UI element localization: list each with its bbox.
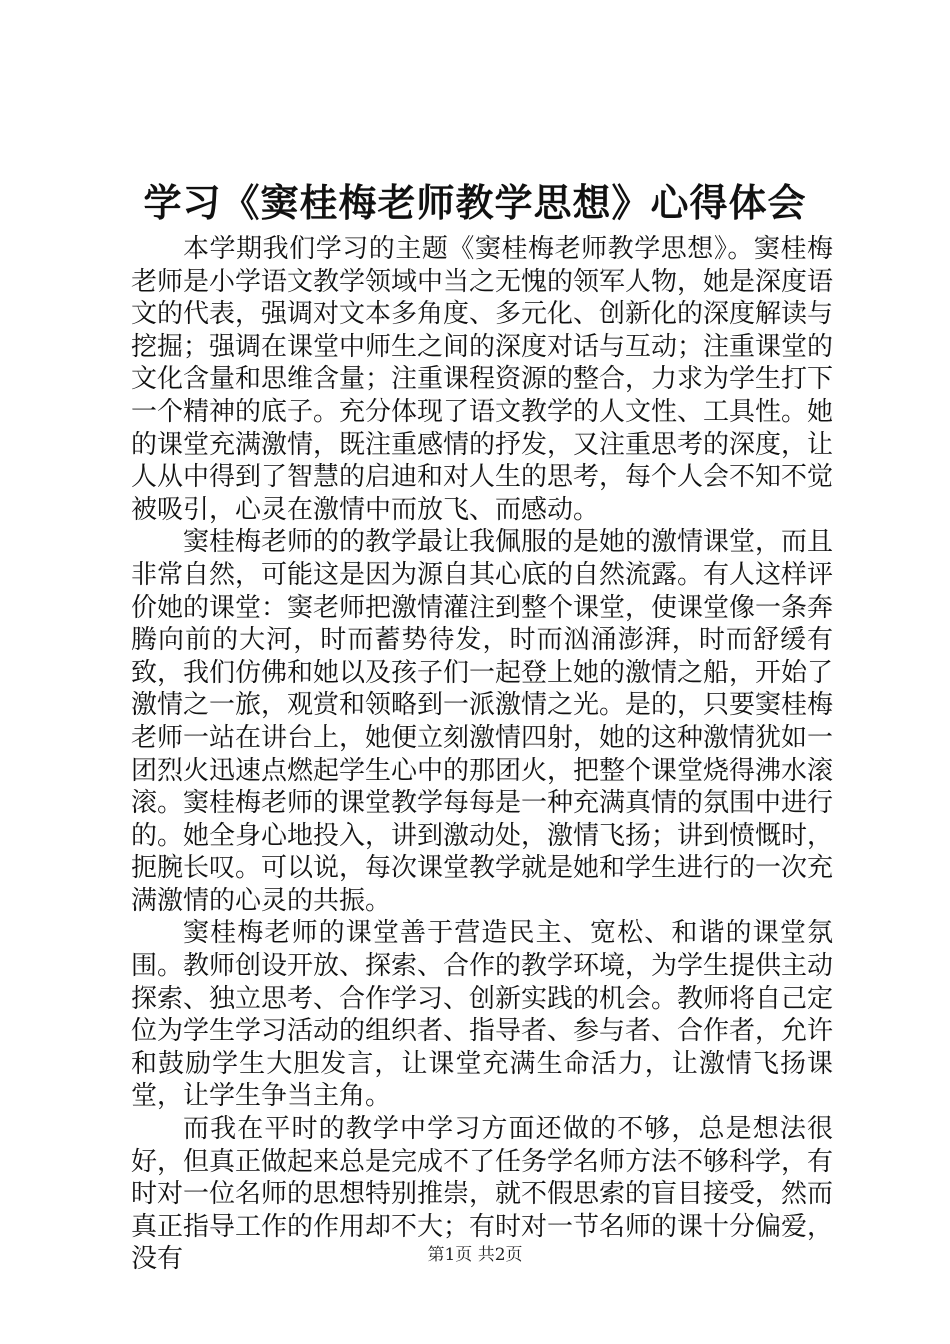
page-number-footer: 第1页 共2页 bbox=[427, 1245, 523, 1265]
document-body bbox=[131, 233, 833, 1276]
document-title: 学习《窦桂梅老师教学思想》心得体会 bbox=[143, 180, 807, 225]
paragraph-4: 而我在平时的教学中学习方面还做的不够，总是想法很好，但真正做起来总是完成不了任务学名师方法不够科学，有时对一位名师的思想特别推崇，就不假思索的盲目接受，然而真正指导工作的作用却不大；有时对一节名师的课十分偏爱，没有 bbox=[131, 1114, 834, 1275]
paragraph-1: 本学期我们学习的主题《窦桂梅老师教学思想》。窦桂梅老师是小学语文教学领域中当之无愧的领军人物，她是深度语文的代表，强调对文本多角度、多元化、创新化的深度解读与挖掘；强调在课堂中师生之间的深度对话与互动；注重课堂的文化含量和思维含量；注重课程资源的整合，力求为学生打下一个精神的底子。充分体现了语文教学的人文性、工具性。她的课堂充满激情，既注重感情的抒发，又注重思考的深度，让人从中得到了智慧的启迪和对人生的思考，每个人会不知不觉被吸引，心灵在激情中而放飞、而感动。 bbox=[131, 234, 834, 525]
paragraph-2: 窦桂梅老师的的教学最让我佩服的是她的激情课堂，而且非常自然，可能这是因为源自其心底的自然流露。有人这样评价她的课堂：窦老师把激情灌注到整个课堂，使课堂像一条奔腾向前的大河，时而蓄势待发，时而汹涌澎湃，时而舒缓有致，我们仿佛和她以及孩子们一起登上她的激情之船，开始了激情之一旅，观赏和领略到一派激情之光。是的，只要窦桂梅老师一站在讲台上，她便立刻激情四射，她的这种激情犹如一团烈火迅速点燃起学生心中的那团火，把整个课堂烧得沸水滚滚。窦桂梅老师的课堂教学每每是一种充满真情的氛围中进行的。她全身心地投入，讲到激动处，激情飞扬；讲到愤慨时，扼腕长叹。可以说，每次课堂教学就是她和学生进行的一次充满激情的心灵的共振。 bbox=[131, 527, 834, 916]
paragraph-3: 窦桂梅老师的课堂善于营造民主、宽松、和谐的课堂氛围。教师创设开放、探索、合作的教学环境，为学生提供主动探索、独立思考、合作学习、创新实践的机会。教师将自己定位为学生学习活动的组织者、指导者、参与者、合作者，允许和鼓励学生大胆发言，让课堂充满生命活力，让激情飞扬课堂，让学生争当主角。 bbox=[131, 918, 834, 1112]
